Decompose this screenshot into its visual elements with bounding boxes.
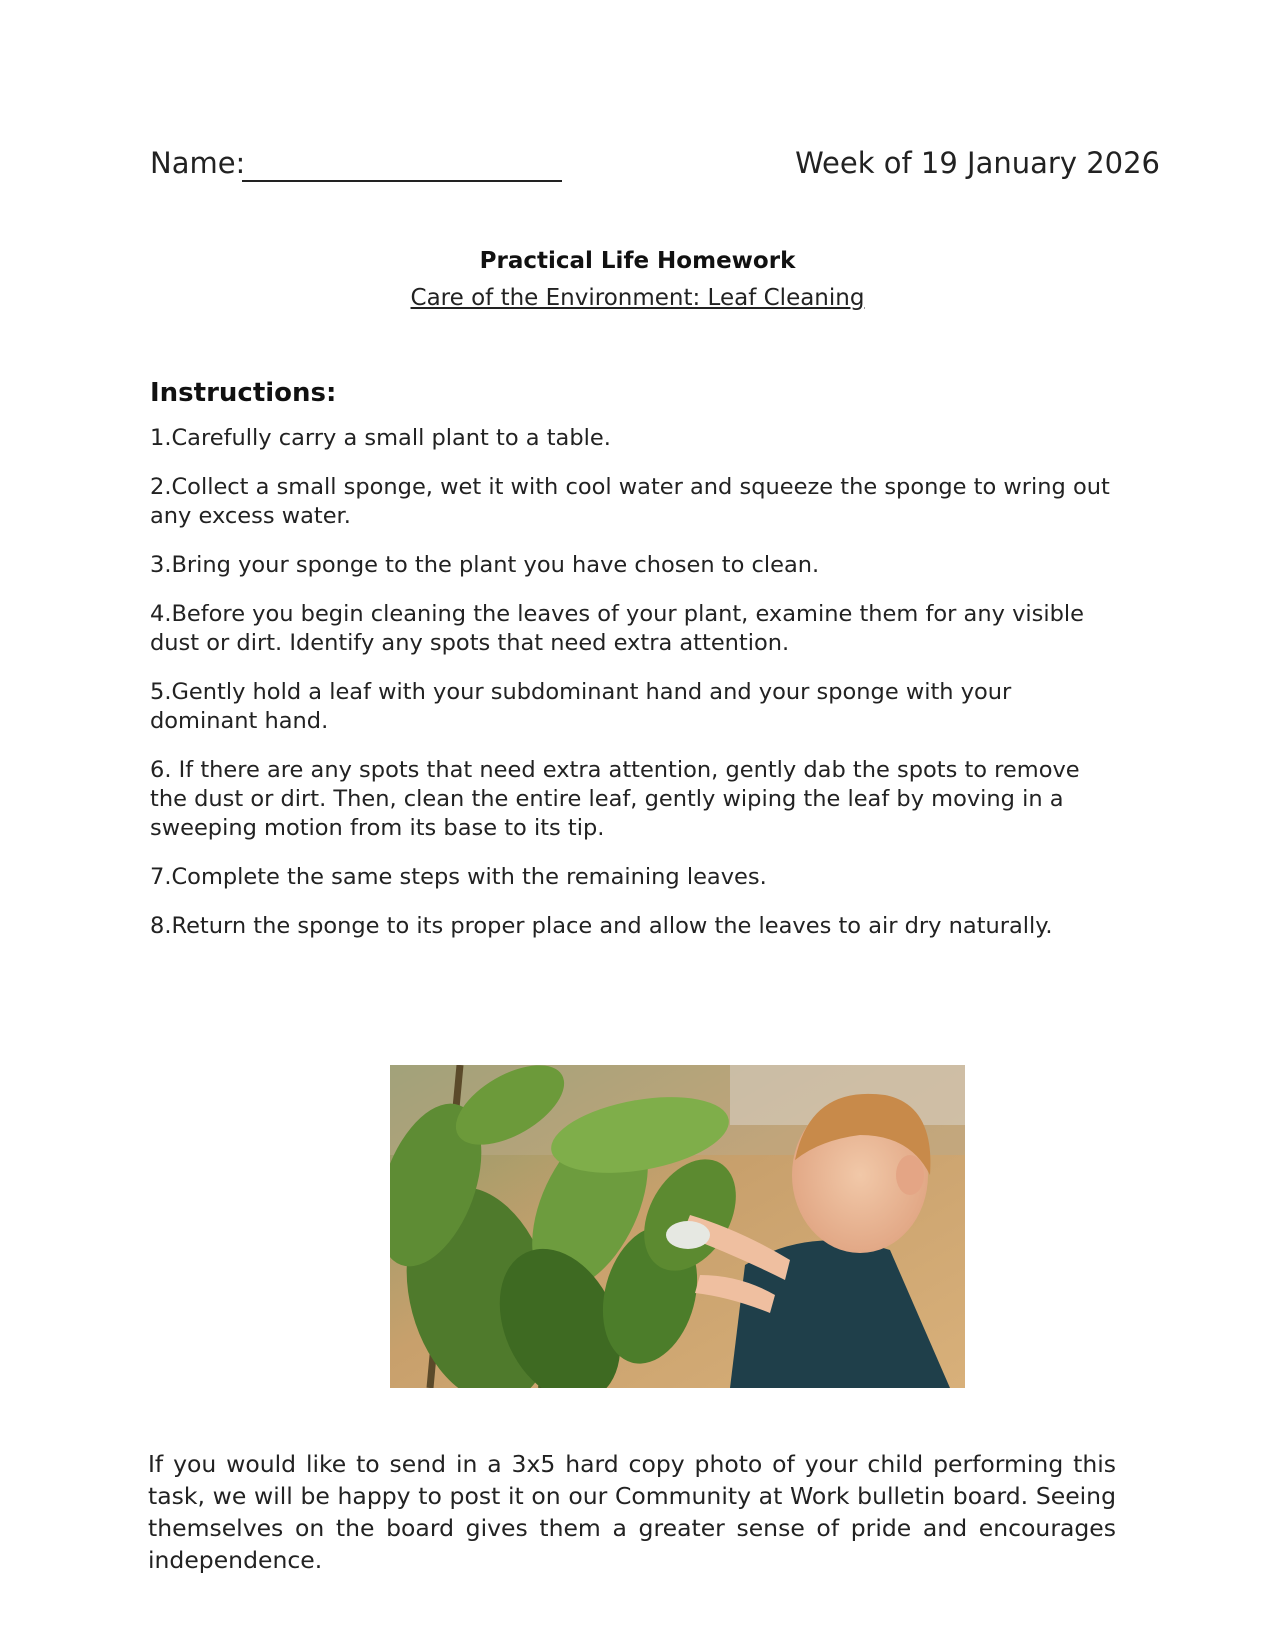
step-2: 2.Collect a small sponge, wet it with cool water and squeeze the sponge to wring out any excess water. — [150, 474, 1110, 529]
step-8: 8.Return the sponge to its proper place and allow the leaves to air dry naturally. — [150, 913, 1053, 939]
instructions-heading: Instructions: — [150, 378, 337, 408]
header-row — [150, 146, 1160, 186]
step-7: 7.Complete the same steps with the remaining leaves. — [150, 864, 767, 890]
step-4: 4.Before you begin cleaning the leaves of your plant, examine them for any visible dust or dirt. Identify any spots that need extra attention. — [150, 601, 1084, 656]
page-subtitle: Care of the Environment: Leaf Cleaning — [410, 285, 865, 311]
step-3: 3.Bring your sponge to the plant you have chosen to clean. — [150, 552, 820, 578]
page-title: Practical Life Homework — [479, 248, 796, 274]
step-6: 6. If there are any spots that need extra attention, gently dab the spots to remove the dust or dirt. Then, clean the entire leaf, gently wiping the leaf by moving in a sweeping motion from its base to its tip. — [150, 757, 1080, 841]
name-label: Name: — [150, 146, 246, 180]
step-1: 1.Carefully carry a small plant to a table. — [150, 425, 611, 451]
week-date: Week of 19 January 2026 — [795, 146, 1160, 180]
name-blank-line[interactable] — [242, 180, 562, 182]
step-5: 5.Gently hold a leaf with your subdominant hand and your sponge with your dominant hand. — [150, 679, 1012, 734]
child-cleaning-leaves-photo — [390, 1065, 965, 1388]
footer-note: If you would like to send in a 3x5 hard copy photo of your child performing this task, we will be happy to post it on our Community at Work bulletin board. Seeing themselves on the board gives them a greater sense of pride and encourages independence. — [148, 1450, 1116, 1574]
instruction-steps — [150, 424, 1110, 961]
